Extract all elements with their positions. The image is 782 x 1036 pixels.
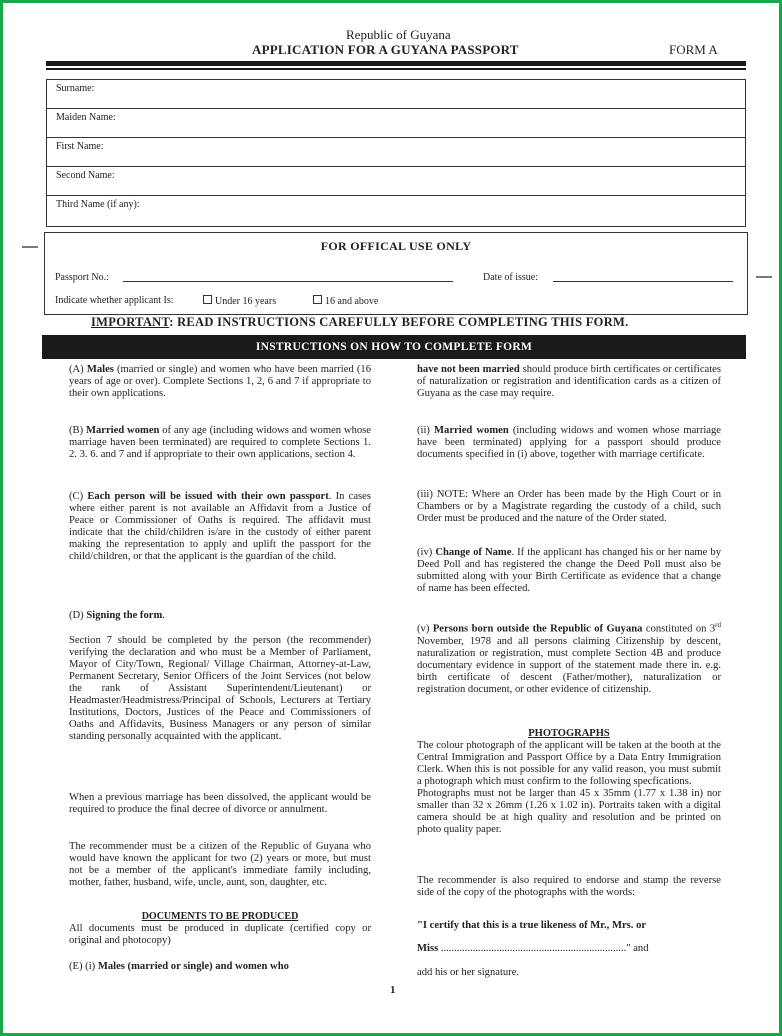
surname-label: Surname: <box>56 83 95 94</box>
name-fields-box <box>46 79 746 227</box>
d-prefix: (D) <box>69 610 87 621</box>
e-bold: Males (married or single) and women who <box>97 961 289 972</box>
instruction-d-heading <box>69 610 371 622</box>
important-notice <box>91 315 629 330</box>
instruction-c <box>69 491 371 563</box>
miss-dots: ...................................................................... <box>438 943 627 954</box>
iv-prefix: (iv) <box>417 547 436 558</box>
important-label: IMPORTANT <box>91 315 170 329</box>
e-prefix: (E) (i) <box>69 961 98 972</box>
documents-heading: DOCUMENTS TO BE PRODUCED <box>141 911 299 922</box>
ii-text: (including widows and women whose marriage have been terminated) applying for a passport should produce documents specified in (i) above, together with marriage certificate. <box>417 425 721 460</box>
certify-text: "I certify that this is a true likeness of Mr., Mrs. or <box>417 920 647 931</box>
republic-heading: Republic of Guyana <box>346 27 451 42</box>
e-cont-text: should produce birth certificates or certificates of naturalization or registration and identification cards as a citizen of Guyana as the case may require. <box>417 364 721 399</box>
important-text: : READ INSTRUCTIONS CAREFULLY BEFORE COMPLETING THIS FORM. <box>169 315 629 329</box>
photographs-heading: PHOTOGRAPHS <box>528 728 610 739</box>
header-rule-thin <box>46 68 746 70</box>
under-16-label: Under 16 years <box>215 296 277 307</box>
c-text: . In cases where either parent is not available an Affidavit from a Justice of Peace or Commissioner of Oaths is required. The affidavit must indicate that the child/children is/are in the custody of either parent making the representation to apply and uplift the passport for the child/children, or that the applicant is the guardian of the child. <box>69 491 372 562</box>
form-code: FORM A <box>669 42 718 57</box>
second-name-field[interactable] <box>47 167 745 196</box>
third-name-label: Third Name (if any): <box>56 199 140 210</box>
instruction-iii <box>417 489 721 525</box>
official-use-box <box>44 232 748 315</box>
document-page <box>6 6 776 1030</box>
miss-line <box>417 943 721 955</box>
instruction-d-text <box>69 635 371 743</box>
recommender-paragraph <box>69 841 371 889</box>
surname-field[interactable] <box>47 80 745 109</box>
d-bold: Signing the form <box>86 610 163 621</box>
second-name-label: Second Name: <box>56 170 115 181</box>
v-text-1: constituted on 3 <box>642 623 716 635</box>
ii-prefix: (ii) <box>417 425 435 436</box>
photographs-text-2: Photographs must not be larger than 45 x 35mm (1.77 x 1.38 in) nor smaller than 32 x 26mm (1.26 x 1.02 in). Portraits taken with a digital camera should be at high quality and resolution and be printed on photo quality paper. <box>417 788 721 835</box>
divorce-paragraph <box>69 792 371 816</box>
documents-text: All documents must be produced in duplicate (certified copy or original and photocopy) <box>69 923 371 946</box>
v-prefix: (v) <box>417 623 433 635</box>
scan-artifact <box>756 276 772 278</box>
header-rule-thick <box>46 61 746 66</box>
under-16-checkbox[interactable] <box>203 295 212 304</box>
form-title: APPLICATION FOR A GUYANA PASSPORT <box>252 42 519 57</box>
instruction-e <box>69 961 371 973</box>
b-text: of any age (including widows and women whose marriage haven been terminated) are required to complete Sections 1. 2. 3. 6. and 7 and if appropriate to their own applications, section 4. <box>69 425 371 460</box>
a-text: (married or single) and women who have been married (16 years of age or over). Complete Sections 1, 2, 6 and 7 if appropriate to their own applications. <box>69 364 371 399</box>
third-name-field[interactable] <box>47 196 745 225</box>
instruction-v <box>417 619 721 696</box>
documents-section <box>69 911 371 947</box>
maiden-name-field[interactable] <box>47 109 745 138</box>
v-text-2: November, 1978 and all persons claiming Citizenship by descent, naturalization or registration, must complete Section 4B and produce documentary evidence in support of the statement made there in. e.g. birth certificate of descent (Father/mother), naturalization or registration document, or other evidence of citizenship. <box>417 635 721 695</box>
divorce-text: When a previous marriage has been dissolved, the applicant would be required to produce the final decree of divorce or annulment. <box>69 792 371 815</box>
d-text: Section 7 should be completed by the person (the recommender) verifying the declaration and who must be a Member of Parliament, Mayor of City/Town, Regional/ Village Chairman, Attorney-at-Law, Permanent Secretary, Senior Officers of the Joint Services (not below the rank of Assistant Superintendent/Lieutenant) or Headmaster/Headmistress/Principal of Schools, Lecturers at Tertiary Institutions, Doctors, Justices of the Peace and Commissioners of Oaths and Affidavits, Business Managers or any person of similar standing personally acquainted with the applicant. <box>69 635 371 742</box>
official-use-title: FOR OFFICAL USE ONLY <box>320 239 472 253</box>
date-of-issue-line[interactable] <box>553 281 733 282</box>
over-16-checkbox[interactable] <box>313 295 322 304</box>
iv-text: . If the applicant has changed his or her name by Deed Poll and has registered the change the Deed Poll must also be submitted along with your Birth Certificate as evidence that a change of name has been effected. <box>417 547 721 594</box>
instruction-e-continued <box>417 364 721 400</box>
signature-line <box>417 967 721 979</box>
certify-line <box>417 920 721 932</box>
maiden-name-label: Maiden Name: <box>56 112 116 123</box>
indicate-label: Indicate whether applicant Is: <box>55 295 174 306</box>
d-end: . <box>162 610 165 621</box>
v-sup: rd <box>715 621 721 629</box>
miss-and: " and <box>626 943 649 954</box>
over-16-option[interactable] <box>313 295 378 307</box>
instruction-b <box>69 425 371 461</box>
under-16-option[interactable] <box>203 295 276 307</box>
a-bold: Males <box>86 364 114 375</box>
b-bold: Married women <box>85 425 160 436</box>
signature-text: add his or her signature. <box>417 967 520 978</box>
scan-artifact <box>22 246 38 248</box>
a-prefix: (A) <box>69 364 87 375</box>
miss-label: Miss <box>417 943 439 954</box>
instructions-heading: INSTRUCTIONS ON HOW TO COMPLETE FORM <box>42 335 746 359</box>
passport-no-label: Passport No.: <box>55 272 109 283</box>
b-prefix: (B) <box>69 425 86 436</box>
e-cont-bold: have not been married <box>417 364 520 375</box>
endorse-paragraph <box>417 875 721 899</box>
instruction-iv <box>417 547 721 595</box>
instruction-ii <box>417 425 721 461</box>
c-prefix: (C) <box>69 491 88 502</box>
recommender-text: The recommender must be a citizen of the Republic of Guyana who would have known the applicant for two (2) years or more, but must not be a member of the applicant's immediate family including, mother, father, husband, wife, uncle, aunt, son, daughter, etc. <box>69 841 371 888</box>
passport-no-line[interactable] <box>123 281 453 282</box>
c-bold: Each person will be issued with their own passport <box>87 491 329 502</box>
first-name-field[interactable] <box>47 138 745 167</box>
over-16-label: 16 and above <box>325 296 379 307</box>
date-of-issue-label: Date of issue: <box>483 272 538 283</box>
page-number: 1 <box>390 984 396 996</box>
ii-bold: Married women <box>434 425 509 436</box>
iv-bold: Change of Name <box>435 547 512 558</box>
instruction-a <box>69 364 371 400</box>
first-name-label: First Name: <box>56 141 104 152</box>
photographs-text-1: The colour photograph of the applicant will be taken at the booth at the Central Immigration and Passport Office by a Data Entry Immigration Clerk. When this is not possible for any valid reason, you must submit a photograph which must confirm to the following specfications. <box>417 740 721 787</box>
v-bold: Persons born outside the Republic of Guyana <box>432 623 643 635</box>
photographs-section <box>417 728 721 836</box>
endorse-text: The recommender is also required to endorse and stamp the reverse side of the copy of the photographs with the words: <box>417 875 721 898</box>
iii-text: (iii) NOTE: Where an Order has been made by the High Court or in Chambers or by a Magistrate regarding the custody of a child, such Order must be produced and the nature of the Order stated. <box>417 489 721 524</box>
